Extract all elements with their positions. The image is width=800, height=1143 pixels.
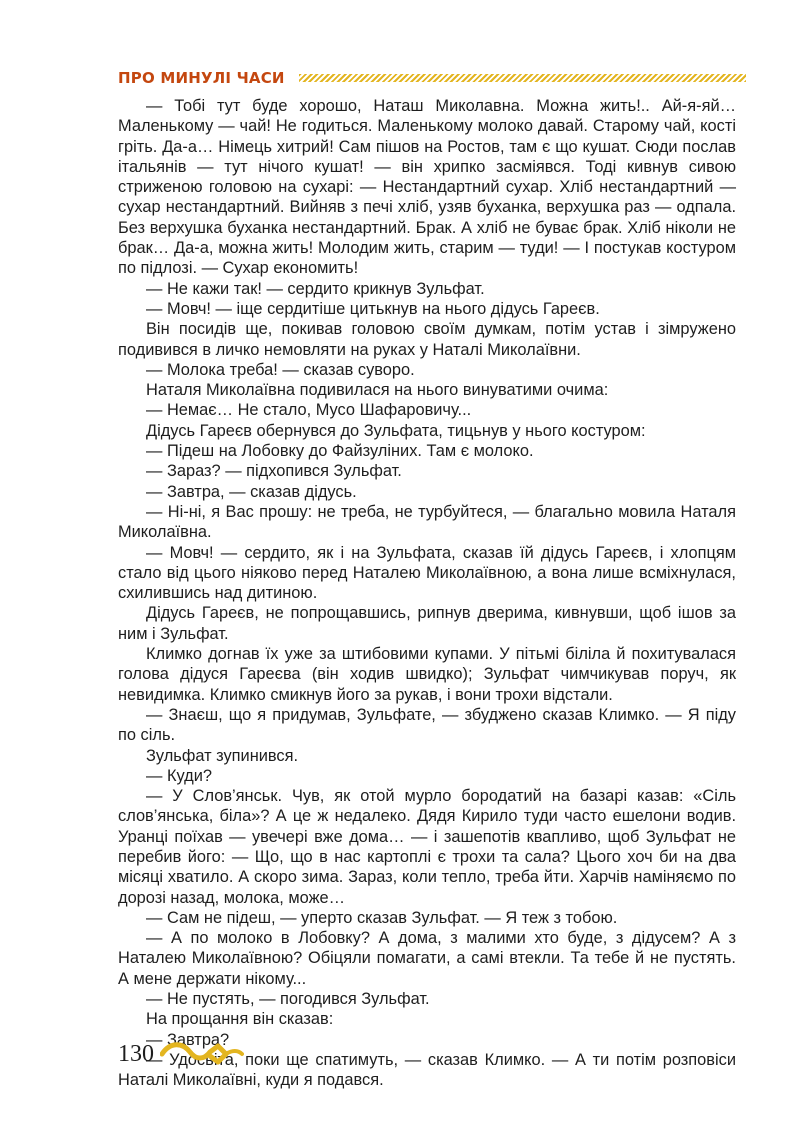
paragraph: Дідусь Гареєв обернувся до Зульфата, тицьнув у нього костуром: [146, 421, 646, 440]
paragraph: — Знаєш, що я придумав, Зульфате, — збуджено сказав Климко. — Я піду по сіль. [118, 705, 736, 745]
paragraph: Дідусь Гареєв, не попрощавшись, рипнув дверима, кивнувши, щоб ішов за ним і Зульфат. [118, 604, 736, 643]
paragraph: — Сам не підеш, — уперто сказав Зульфат. — Я теж з тобою. [146, 908, 618, 927]
header-stripe-decoration [299, 74, 746, 82]
page-number: 130 [118, 1040, 154, 1067]
paragraph: — А по молоко в Лобовку? А дома, з малими хто буде, з дідусем? А з Наталею Миколаївною? Обіцяли помагати, а самі втекли. Та тебе й не пустять. А мене держати нікому... [118, 929, 736, 988]
body-text [118, 96, 736, 1091]
paragraph: — У Слов’янськ. Чув, як отой мурло бородатий на базарі казав: «Сіль слов’янська, біла»? А це ж недалеко. Дядя Кирило туди часто ешелони водив. Уранці поїхав — увечері вже дома… — і зашепотів квапливо, щоб Зульфат не перебив його: — Що, що в нас картоплі є трохи та сала? Цього хоч би на два місяці хватило. А скоро зима. Зараз, коли тепло, треба йти. Харчів наміняємо по дорозі назад, молока, може… [118, 787, 736, 907]
page-footer [118, 1036, 244, 1072]
paragraph: — Не кажи так! — сердито крикнув Зульфат. [146, 279, 485, 298]
paragraph: — Мовч! — іще сердитіше цитькнув на нього дідусь Гареєв. [146, 299, 600, 318]
paragraph: — Завтра, — сказав дідусь. [146, 482, 357, 501]
paragraph: — Ні-ні, я Вас прошу: не треба, не турбуйтеся, — благально мовила Наталя Миколаївна. [118, 502, 736, 542]
ornament-icon [160, 1040, 244, 1068]
paragraph: Він посидів ще, покивав головою своїм думкам, потім устав і зімружено подивився в личко немовляти на руках у Наталі Миколаївни. [118, 320, 736, 359]
paragraph: — Куди? [146, 766, 212, 785]
running-header [118, 66, 746, 90]
paragraph: — Удосвіта, поки ще спатимуть, — сказав Климко. — А ти потім розповіси Наталі Миколаївні, куди я подався. [118, 1050, 736, 1090]
section-title: ПРО МИНУЛІ ЧАСИ [118, 69, 285, 87]
paragraph: Климко догнав їх уже за штибовими купами. У пітьмі біліла й похитувалася голова дідуся Гареєва (він ходив швидко); Зульфат чимчикував поруч, як невидимка. Климко смикнув його за рукав, і вони трохи відстали. [118, 645, 736, 704]
paragraph: — Молока треба! — сказав суворо. [146, 360, 415, 379]
paragraph: — Мовч! — сердито, як і на Зульфата, сказав їй дідусь Гареєв, і хлопцям стало від цього ніяково перед Наталею Миколаївною, а вона лише всміхнулася, схилившись над дитиною. [118, 543, 736, 603]
paragraph: — Завтра? [146, 1030, 230, 1049]
paragraph: — Немає… Не стало, Мусо Шафаровичу... [146, 401, 472, 420]
paragraph: — Зараз? — підхопився Зульфат. [146, 462, 402, 481]
paragraph: — Тобі тут буде хорошо, Наташ Миколавна. Можна жить!.. Ай-я-яй… Маленькому — чай! Не годиться. Маленькому молоко давай. Старому чай, кості гріть. Да-а… Німець хитрий! Сам пішов на Ростов, там є що кушат. Сюди послав італьянів — тут нічого кушат! — він хрипко засміявся. Тоді кивнув сивою стриженою головою на сухарі: — Нестандартний сухар. Хліб нестандартний — сухар нестандартний. Вийняв з печі хліб, узяв буханка, верхушка раз — одпала. Без верхушка буханка нестандартний. Брак. А хліб не буває брак. Хліб ніколи не брак… Да-а, можна жить! Молодим жить, старим — туди! — І постукав костуром по підлозі. — Сухар економить! [118, 97, 736, 278]
paragraph: Зульфат зупинився. [146, 746, 299, 765]
paragraph: — Не пустять, — погодився Зульфат. [146, 990, 430, 1009]
paragraph: — Підеш на Лобовку до Файзуліних. Там є молоко. [146, 442, 534, 461]
paragraph: На прощання він сказав: [146, 1010, 334, 1029]
paragraph: Наталя Миколаївна подивилася на нього винуватими очима: [146, 381, 609, 400]
